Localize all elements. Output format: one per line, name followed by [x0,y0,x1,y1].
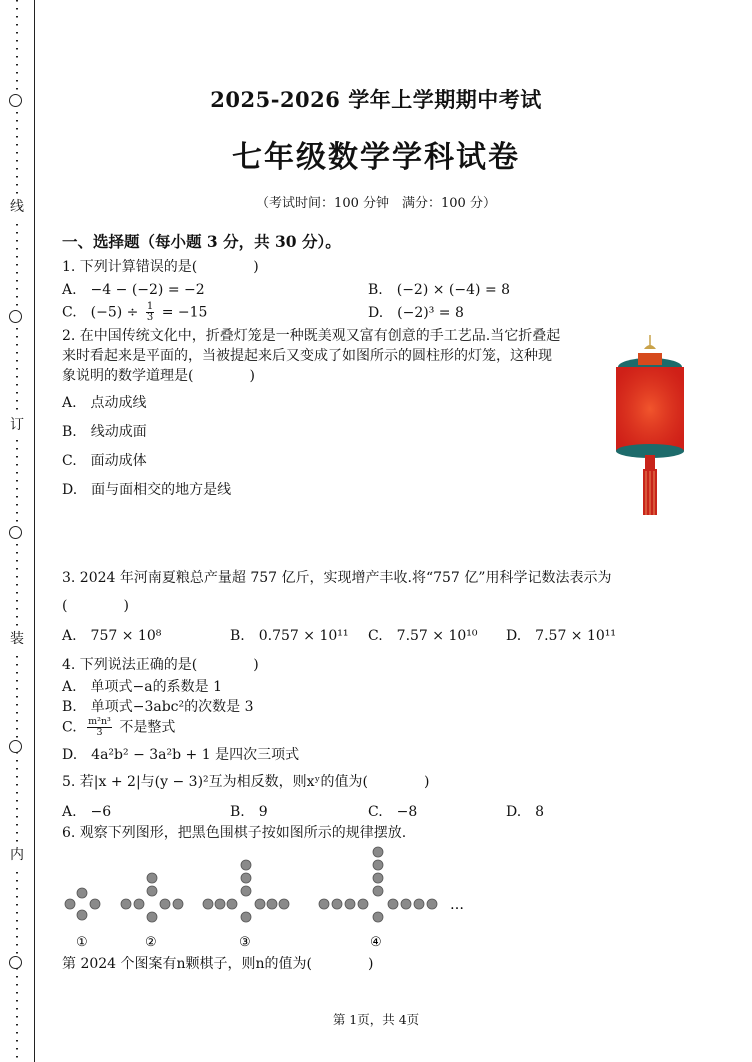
section-heading: 一、选择题（每小题 3 分，共 30 分）。 [62,232,341,251]
q5-option-a: A. −6 [62,804,112,820]
q2-option-b: B. 线动成面 [62,424,147,440]
q1-fraction-den: 3 [146,312,154,323]
q6-stem: 6. 观察下列图形，把黑色围棋子按如图所示的规律摆放. [62,825,407,841]
margin-label-nei: 内 [6,844,28,866]
pattern-label-1: ① [76,935,88,950]
pattern-3 [203,860,289,922]
margin-circle [9,526,22,539]
q2-stem-line1: 2. 在中国传统文化中，折叠灯笼是一种既美观又富有创意的手工艺品.当它折叠起 [62,328,561,344]
q2-option-d: D. 面与面相交的地方是线 [62,482,232,498]
q4-fraction-den: 3 [96,727,103,738]
q1-stem: 1. 下列计算错误的是( ) [62,259,259,275]
q5-stem: 5. 若|x + 2|与(y − 3)²互为相反数，则xʸ的值为( ) [62,774,430,790]
q1-fraction [146,302,154,323]
q4-option-a: A. 单项式−a的系数是 1 [62,679,222,695]
pattern-1 [65,888,100,920]
q4-stem: 4. 下列说法正确的是( ) [62,657,259,673]
q1-option-d: D. (−2)³ = 8 [368,305,464,321]
q6-question: 第 2024 个图案有n颗棋子，则n的值为( ) [62,956,374,972]
exam-title: 2025-2026 学年上学期期中考试 [210,87,542,112]
q2-option-c: C. 面动成体 [62,453,147,469]
pattern-ellipsis: … [450,897,464,913]
margin-label-xian: 线 [6,196,28,218]
pattern-label-3: ③ [239,935,251,950]
page-number: 第 1页，共 4页 [332,1012,420,1027]
q2-stem-line2: 来时看起来是平面的，当被提起来后又变成了如图所示的圆柱形的灯笼，这种现 [62,348,552,364]
q3-stem-line1: 3. 2024 年河南夏粮总产量超 757 亿斤，实现增产丰收.将“757 亿”用科学记数法表示为 [62,570,612,586]
q5-option-b: B. 9 [230,804,268,820]
q2-stem-line3: 象说明的数学道理是( ) [62,368,255,384]
q1-option-c-prefix: C. (−5) ÷ [62,304,139,321]
go-stone-pattern-figure [60,845,480,955]
q3-option-d: D. 7.57 × 10¹¹ [506,628,617,644]
q5-option-d: D. 8 [506,804,545,820]
q4-option-c-suffix: 不是整式 [119,719,176,736]
margin-label-ding: 订 [6,414,28,436]
q4-option-c [62,717,175,741]
q1-option-c [62,302,207,326]
q4-fraction-num: m²n³ [88,716,111,727]
q2-option-a: A. 点动成线 [62,395,147,411]
pattern-4 [319,847,437,922]
pattern-label-4: ④ [370,935,382,950]
q3-option-a: A. 757 × 10⁸ [62,628,162,644]
exam-info: （考试时间：100 分钟 满分：100 分） [256,196,496,211]
q1-option-b: B. (−2) × (−4) = 8 [368,282,511,298]
margin-label-zhuang: 装 [6,628,28,650]
q3-stem-line2: ( ) [62,598,129,614]
pattern-label-2: ② [145,935,157,950]
margin-circle [9,956,22,969]
q1-option-c-suffix: = −15 [161,304,208,321]
paper-title: 七年级数学学科试卷 [232,140,520,175]
q4-option-c-prefix: C. [62,719,77,736]
q3-option-c: C. 7.57 × 10¹⁰ [368,628,478,644]
q5-option-c: C. −8 [368,804,418,820]
q4-option-b: B. 单项式−3abc²的次数是 3 [62,699,254,715]
q1-option-a: A. −4 − (−2) = −2 [62,282,205,298]
q3-option-b: B. 0.757 × 10¹¹ [230,628,349,644]
q4-fraction [87,717,112,738]
margin-circle [9,310,22,323]
margin-circle [9,740,22,753]
pattern-2 [121,873,183,922]
q4-option-d: D. 4a²b² − 3a²b + 1 是四次三项式 [62,747,300,763]
q1-fraction-num: 1 [146,301,154,312]
lantern-icon [608,335,692,517]
